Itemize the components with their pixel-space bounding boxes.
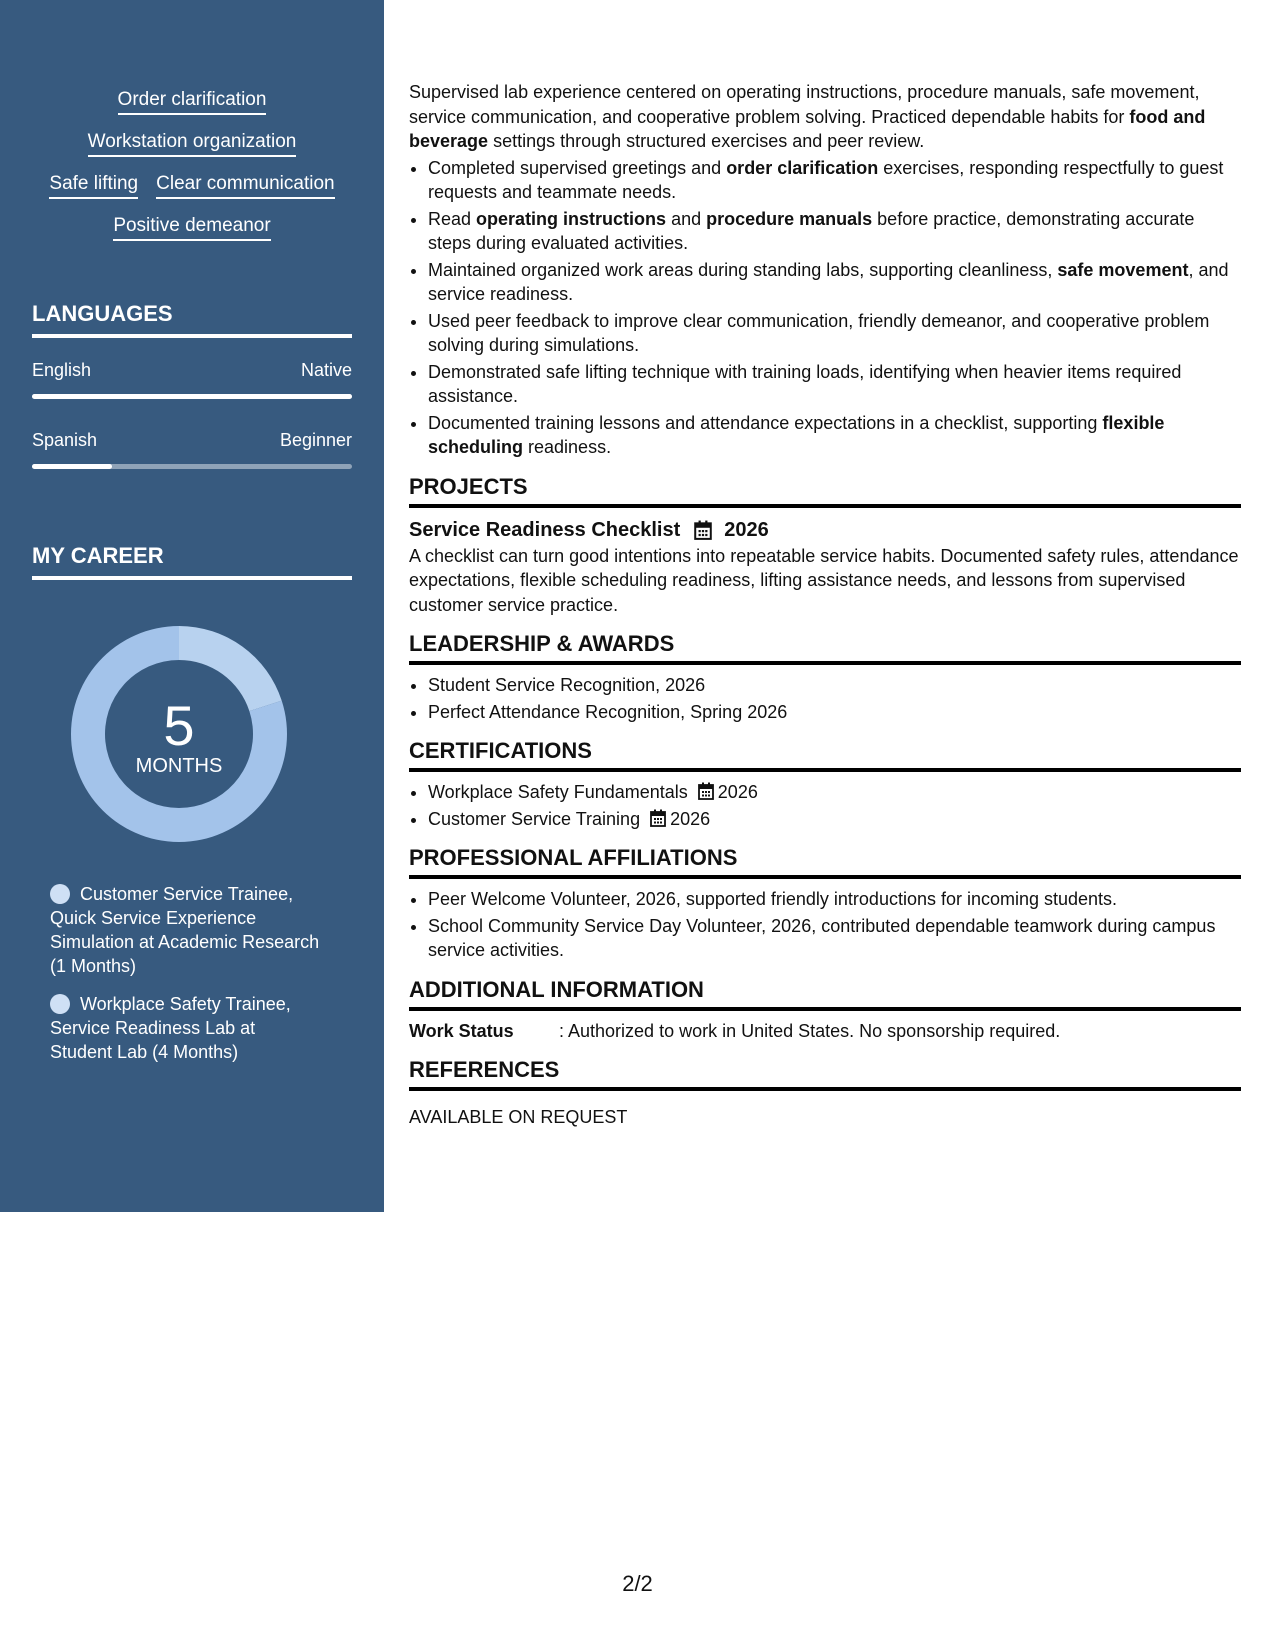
calendar-icon [650,809,666,827]
language-level: Native [300,360,352,380]
affiliations-list [409,887,1241,963]
page-number: 2/2 [622,1571,653,1596]
list-item: • Documented training lessons and attendance expectations in a checklist, supporting flexible scheduling readiness. [428,411,1241,460]
skill-safe-lifting[interactable]: Safe lifting [49,172,138,199]
career-list [50,882,320,1078]
project-title: Service Readiness Checklist [409,518,681,541]
career-total: 5 [163,694,195,757]
references-heading: REFERENCES [409,1056,1241,1091]
list-item: • School Community Service Day Volunteer, 2026, contributed dependable teamwork during campus service activities. [428,914,1241,963]
sidebar [0,0,384,1212]
references-text: AVAILABLE ON REQUEST [409,1107,628,1127]
list-item: • Workplace Safety Fundamentals 2026 [428,780,1241,805]
skill-positive-demeanor[interactable]: Positive demeanor [113,214,270,241]
project-title-row [409,516,1241,544]
leadership-list [409,673,1241,724]
language-proficiency-bar [32,394,352,399]
language-proficiency-fill [32,464,112,469]
language-name: Spanish [32,430,98,450]
language-level: Beginner [279,430,352,450]
bullet-dot-icon [50,994,70,1014]
skill-order-clarification[interactable]: Order clarification [118,88,267,115]
career-unit: MONTHS [135,755,223,777]
work-status-value: : Authorized to work in United States. No sponsorship required. [559,1020,1061,1041]
experience-bullets [409,156,1241,460]
calendar-icon [694,520,712,540]
list-item: • Used peer feedback to improve clear communication, friendly demeanor, and cooperative problem solving during simulations. [428,309,1241,358]
projects-heading: PROJECTS [409,473,1241,508]
list-item: • Demonstrated safe lifting technique with training loads, identifying when heavier items required assistance. [428,360,1241,409]
language-english [32,358,352,399]
language-name: English [32,360,92,380]
language-proficiency-fill [32,394,352,399]
list-item: • Perfect Attendance Recognition, Spring 2026 [428,700,1241,725]
career-item: Customer Service Trainee, Quick Service Experience Simulation at Academic Research (1 Months) [50,884,320,976]
language-spanish [32,428,352,469]
calendar-icon [698,782,714,800]
career-heading: MY CAREER [32,542,352,580]
work-status-label: Work Status [409,1020,514,1041]
work-status-row [409,1019,1241,1044]
additional-info-heading: ADDITIONAL INFORMATION [409,976,1241,1011]
project-description: A checklist can turn good intentions into repeatable service habits. Documented safety rules, attendance expectations, flexible scheduling readiness, lifting assistance needs, and lessons from supervised customer service practice. [409,545,1239,615]
list-item: • Customer Service Training 2026 [428,807,1241,832]
list-item: • Completed supervised greetings and order clarification exercises, responding respectfully to guest requests and teammate needs. [428,156,1241,205]
certifications-list [409,780,1241,831]
affiliations-heading: PROFESSIONAL AFFILIATIONS [409,844,1241,879]
experience-summary: Supervised lab experience centered on operating instructions, procedure manuals, safe movement, service communication, and cooperative problem solving. Practiced dependable habits for food and beverage settings through structured exercises and peer review. [409,82,1206,151]
certifications-heading: CERTIFICATIONS [409,737,1241,772]
career-item: Workplace Safety Trainee, Service Readiness Lab at Student Lab (4 Months) [50,994,291,1062]
list-item: • Peer Welcome Volunteer, 2026, supported friendly introductions for incoming students. [428,887,1241,912]
skill-clear-communication[interactable]: Clear communication [156,172,334,199]
list-item: • Read operating instructions and procedure manuals before practice, demonstrating accurate steps during evaluated activities. [428,207,1241,256]
project-year: 2026 [724,518,769,541]
bullet-dot-icon [50,884,70,904]
language-proficiency-bar [32,464,352,469]
main-content [409,80,1241,1130]
list-item: • Maintained organized work areas during standing labs, supporting cleanliness, safe movement, and service readiness. [428,258,1241,307]
skills-list [30,88,354,256]
languages-heading: LANGUAGES [32,300,352,338]
leadership-heading: LEADERSHIP & AWARDS [409,630,1241,665]
career-donut-chart [66,621,292,847]
list-item: • Student Service Recognition, 2026 [428,673,1241,698]
skill-workstation-organization[interactable]: Workstation organization [88,130,297,157]
